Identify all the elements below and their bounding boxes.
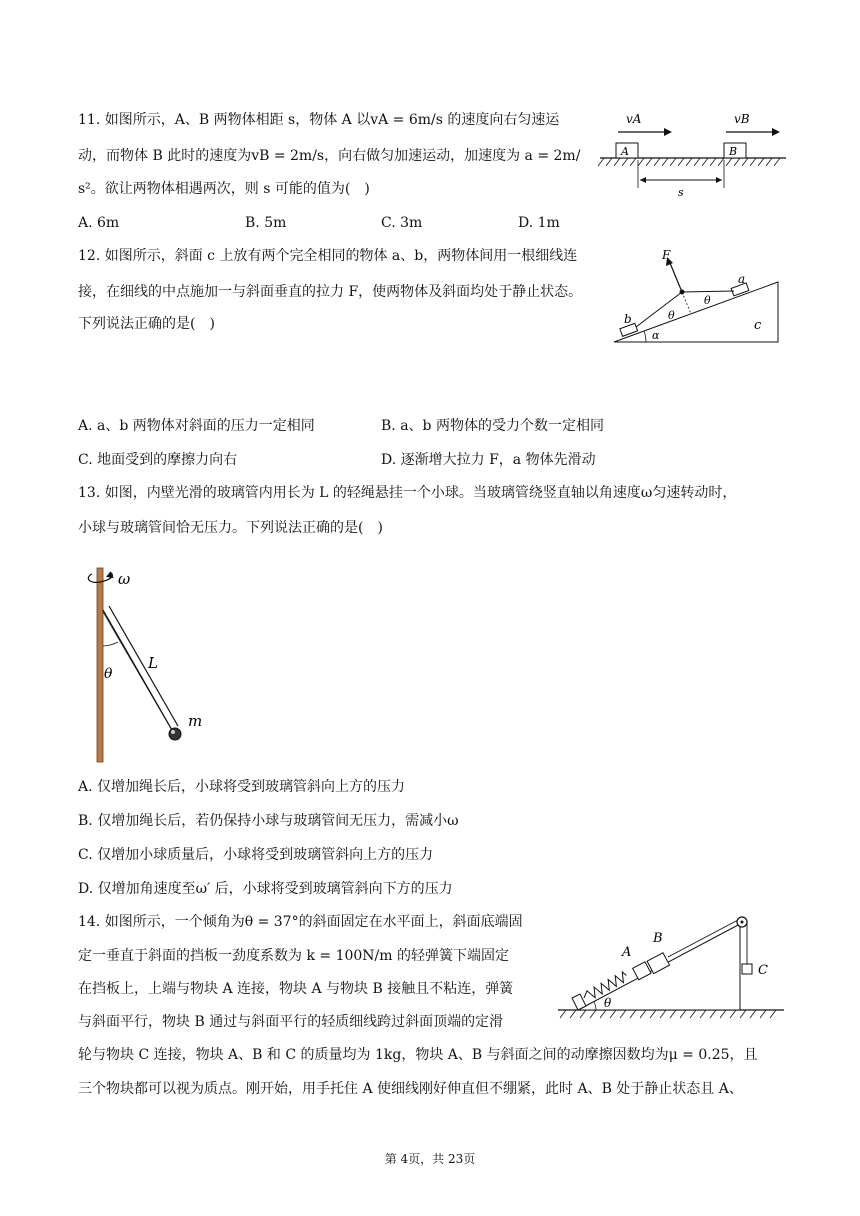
q12-line-2: 接，在细线的中点施加一与斜面垂直的拉力 F，使两物体及斜面均处于静止状态。 xyxy=(78,284,583,300)
q12-line-3: 下列说法正确的是( ) xyxy=(78,316,215,332)
c-label: C xyxy=(758,963,768,978)
block-c xyxy=(742,964,752,974)
q14-line-1: 14. 如图所示，一个倾角为θ = 37°的斜面固定在水平面上，斜面底端固 xyxy=(78,914,523,930)
q14-line-3: 在挡板上，上端与物块 A 连接，物块 A 与物块 B 接触且不粘连，弹簧 xyxy=(78,981,514,997)
q12-option-b: B. a、b 两物体的受力个数一定相同 xyxy=(381,418,604,434)
rope xyxy=(103,612,174,734)
q14-line-6: 三个物块都可以视为质点。刚开始，用手托住 A 使细线刚好伸直但不绷紧，此时 A、B 处于静止状态且 A、 xyxy=(78,1081,743,1097)
distance-label: s xyxy=(678,186,684,199)
q13-line-1: 13. 如图，内壁光滑的玻璃管内用长为 L 的轻绳悬挂一个小球。当玻璃管绕竖直轴以角速度ω匀速转动时， xyxy=(78,485,737,501)
q12-option-d: D. 逐渐增大拉力 F，a 物体先滑动 xyxy=(381,452,596,468)
theta-label: θ xyxy=(604,996,612,1010)
b-label: B xyxy=(653,931,663,946)
q14-line-5: 轮与物块 C 连接，物块 A、B 和 C 的质量均为 1kg，物块 A、B 与斜面之间的动摩擦因数均为μ = 0.25，且 xyxy=(78,1047,758,1063)
q12-option-c: C. 地面受到的摩擦力向右 xyxy=(78,452,238,468)
a-label: a xyxy=(738,272,746,286)
incline-c xyxy=(614,282,778,342)
va-label: vA xyxy=(626,112,642,126)
q11-option-c: C. 3m xyxy=(381,215,423,231)
q11-option-b: B. 5m xyxy=(245,215,287,231)
q14-line-2: 定一垂直于斜面的挡板一劲度系数为 k = 100N/m 的轻弹簧下端固定 xyxy=(78,948,509,964)
vertical-axis xyxy=(97,568,103,762)
q11-figure xyxy=(596,108,788,200)
vb-label: vB xyxy=(734,112,750,126)
force-f-arrow xyxy=(670,263,682,292)
theta-left-label: θ xyxy=(668,309,675,322)
alpha-label: α xyxy=(652,329,660,342)
q14-line-4: 与斜面平行，物块 B 通过与斜面平行的轻质细线跨过斜面顶端的定滑 xyxy=(78,1014,504,1030)
m-label: m xyxy=(188,712,203,730)
q13-option-b: B. 仅增加绳长后，若仍保持小球与玻璃管间无压力，需减小ω xyxy=(78,813,459,829)
ball xyxy=(169,728,181,740)
q12-figure xyxy=(606,245,784,350)
q13-line-2: 小球与玻璃管间恰无压力。下列说法正确的是( ) xyxy=(78,520,383,536)
string-right xyxy=(682,291,734,292)
q13-option-d: D. 仅增加角速度至ω′ 后，小球将受到玻璃管斜向下方的压力 xyxy=(78,881,453,897)
l-label: L xyxy=(148,654,158,672)
q11-line-2: 动，而物体 B 此时的速度为vB = 2m/s，向右做匀加速运动，加速度为 a = 2m/ xyxy=(78,148,581,164)
block-b-label: B xyxy=(729,145,738,158)
q13-figure xyxy=(86,562,218,766)
tube-left-wall xyxy=(103,610,172,730)
q14-figure xyxy=(556,906,786,1022)
q13-option-a: A. 仅增加绳长后，小球将受到玻璃管斜向上方的压力 xyxy=(78,779,406,795)
theta-right-label: θ xyxy=(704,294,711,307)
f-label: F xyxy=(662,248,671,262)
q11-line-3: s²。欲让两物体相遇两次，则 s 可能的值为( ) xyxy=(78,181,370,197)
theta-label: θ xyxy=(104,666,113,682)
tube-right-wall xyxy=(109,606,178,726)
q11-line-1: 11. 如图所示，A、B 两物体相距 s，物体 A 以vA = 6m/s 的速度向右匀速运 xyxy=(78,112,560,128)
a-label: A xyxy=(622,945,632,960)
omega-label: ω xyxy=(118,570,131,588)
q13-option-c: C. 仅增加小球质量后，小球将受到玻璃管斜向上方的压力 xyxy=(78,847,434,863)
q12-option-a: A. a、b 两物体对斜面的压力一定相同 xyxy=(78,418,315,434)
block-a-label: A xyxy=(621,145,629,158)
baffle xyxy=(572,994,586,1010)
page-footer: 第 4页，共 23页 xyxy=(384,1152,476,1166)
q11-option-a: A. 6m xyxy=(78,215,120,231)
b-label: b xyxy=(624,312,632,326)
incline-label: c xyxy=(754,318,762,333)
q11-option-d: D. 1m xyxy=(518,215,560,231)
q12-line-1: 12. 如图所示，斜面 c 上放有两个完全相同的物体 a、b，两物体间用一根细线连 xyxy=(78,248,578,264)
